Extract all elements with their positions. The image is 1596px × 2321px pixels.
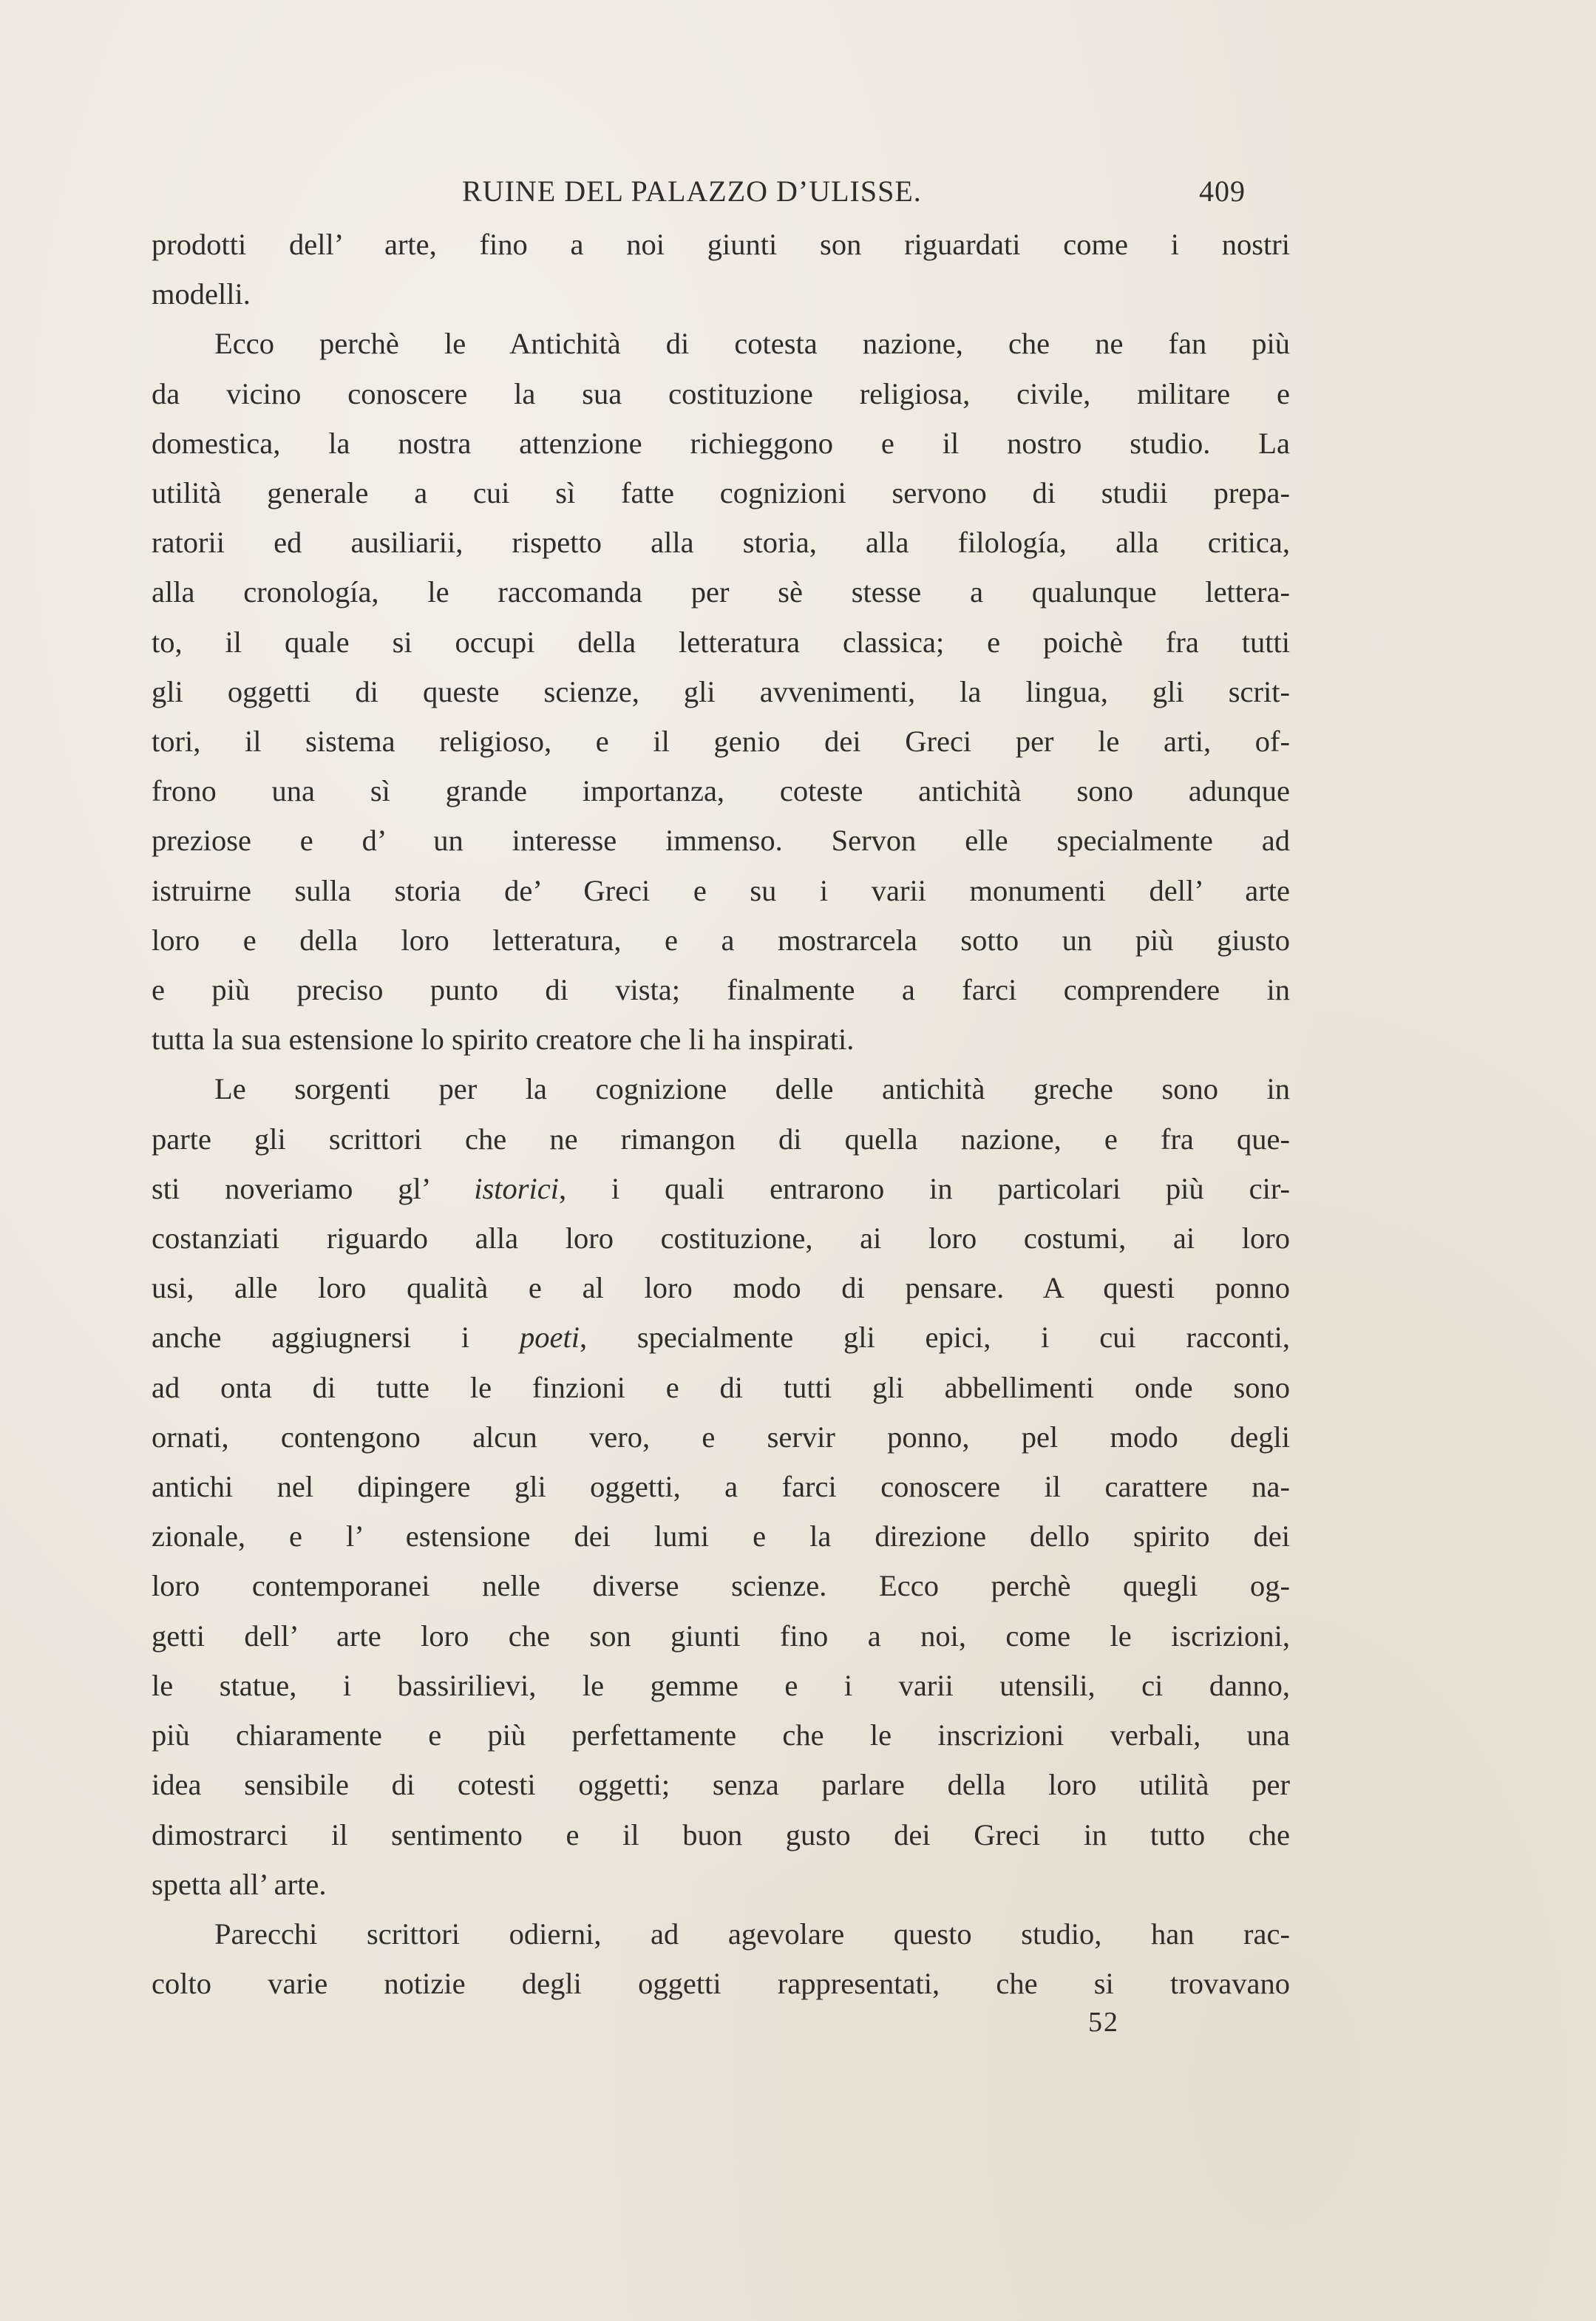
text-line: anche aggiugnersi i poeti, specialmente gli epici, i cui racconti, (152, 1321, 1290, 1355)
text-line: idea sensibile di cotesti oggetti; senza parlare della loro utilità per (152, 1768, 1290, 1802)
text-line: sti noveriamo gl’ istorici, i quali entrarono in particolari più cir- (152, 1171, 1290, 1205)
text-line: Le sorgenti per la cognizione delle antichità greche sono in (214, 1072, 1290, 1106)
text-line: domestica, la nostra attenzione richieggono e il nostro studio. La (152, 426, 1290, 460)
text-line: più chiaramente e più perfettamente che le inscrizioni verbali, una (152, 1718, 1290, 1752)
text-line: dimostrarci il sentimento e il buon gusto dei Greci in tutto che (152, 1817, 1290, 1851)
body-text (152, 220, 1290, 2008)
italic-term: istorici (474, 1171, 559, 1205)
text-line: usi, alle loro qualità e al loro modo di pensare. A questi ponno (152, 1271, 1290, 1305)
text-line: tutta la sua estensione lo spirito creatore che li ha inspirati. (152, 1023, 855, 1057)
text-line: loro contemporanei nelle diverse scienze. Ecco perchè quegli og- (152, 1569, 1290, 1603)
text-line: da vicino conoscere la sua costituzione religiosa, civile, militare e (152, 376, 1290, 410)
text-line: istruirne sulla storia de’ Greci e su i varii monumenti dell’ arte (152, 873, 1290, 907)
text-line: alla cronología, le raccomanda per sè stesse a qualunque lettera- (152, 575, 1290, 609)
text-line: e più preciso punto di vista; finalmente a farci comprendere in (152, 973, 1290, 1007)
text-line: gli oggetti di queste scienze, gli avvenimenti, la lingua, gli scrit- (152, 674, 1290, 708)
text-line: Parecchi scrittori odierni, ad agevolare questo studio, han rac- (214, 1917, 1290, 1951)
text-line: tori, il sistema religioso, e il genio dei Greci per le arti, of- (152, 725, 1290, 759)
text-line: parte gli scrittori che ne rimangon di quella nazione, e fra que- (152, 1122, 1290, 1156)
text-line: Ecco perchè le Antichità di cotesta nazione, che ne fan più (214, 327, 1290, 361)
text-line: ornati, contengono alcun vero, e servir ponno, pel modo degli (152, 1420, 1290, 1454)
text-line: colto varie notizie degli oggetti rappresentati, che si trovavano (152, 1967, 1290, 2001)
text-line: utilità generale a cui sì fatte cognizioni servono di studii prepa- (152, 476, 1290, 510)
text-line: frono una sì grande importanza, coteste antichità sono adunque (152, 774, 1290, 808)
text-line: preziose e d’ un interesse immenso. Servon elle specialmente ad (152, 824, 1290, 858)
signature-mark: 52 (1088, 2007, 1119, 2038)
text-block (152, 166, 1290, 2008)
text-line: zionale, e l’ estensione dei lumi e la direzione dello spirito dei (152, 1519, 1290, 1553)
text-line: prodotti dell’ arte, fino a noi giunti son riguardati come i nostri (152, 228, 1290, 261)
text-line: ratorii ed ausiliarii, rispetto alla storia, alla filología, alla critica, (152, 526, 1290, 560)
text-line: ad onta di tutte le finzioni e di tutti gli abbellimenti onde sono (152, 1370, 1290, 1404)
page-number: 409 (1199, 175, 1246, 208)
italic-term: poeti (519, 1321, 580, 1355)
text-line: le statue, i bassirilievi, le gemme e i varii utensili, ci danno, (152, 1668, 1290, 1702)
text-line: getti dell’ arte loro che son giunti fino a noi, come le iscrizioni, (152, 1619, 1290, 1653)
text-line: loro e della loro letteratura, e a mostrarcela sotto un più giusto (152, 923, 1290, 957)
text-line: spetta all’ arte. (152, 1867, 327, 1901)
text-line: modelli. (152, 277, 251, 311)
running-head (152, 166, 1290, 220)
text-line: antichi nel dipingere gli oggetti, a farci conoscere il carattere na- (152, 1470, 1290, 1504)
text-line: to, il quale si occupi della letteratura classica; e poichè fra tutti (152, 625, 1290, 659)
running-title: RUINE DEL PALAZZO D’ULISSE. (462, 175, 922, 208)
text-line: costanziati riguardo alla loro costituzione, ai loro costumi, ai loro (152, 1222, 1290, 1256)
